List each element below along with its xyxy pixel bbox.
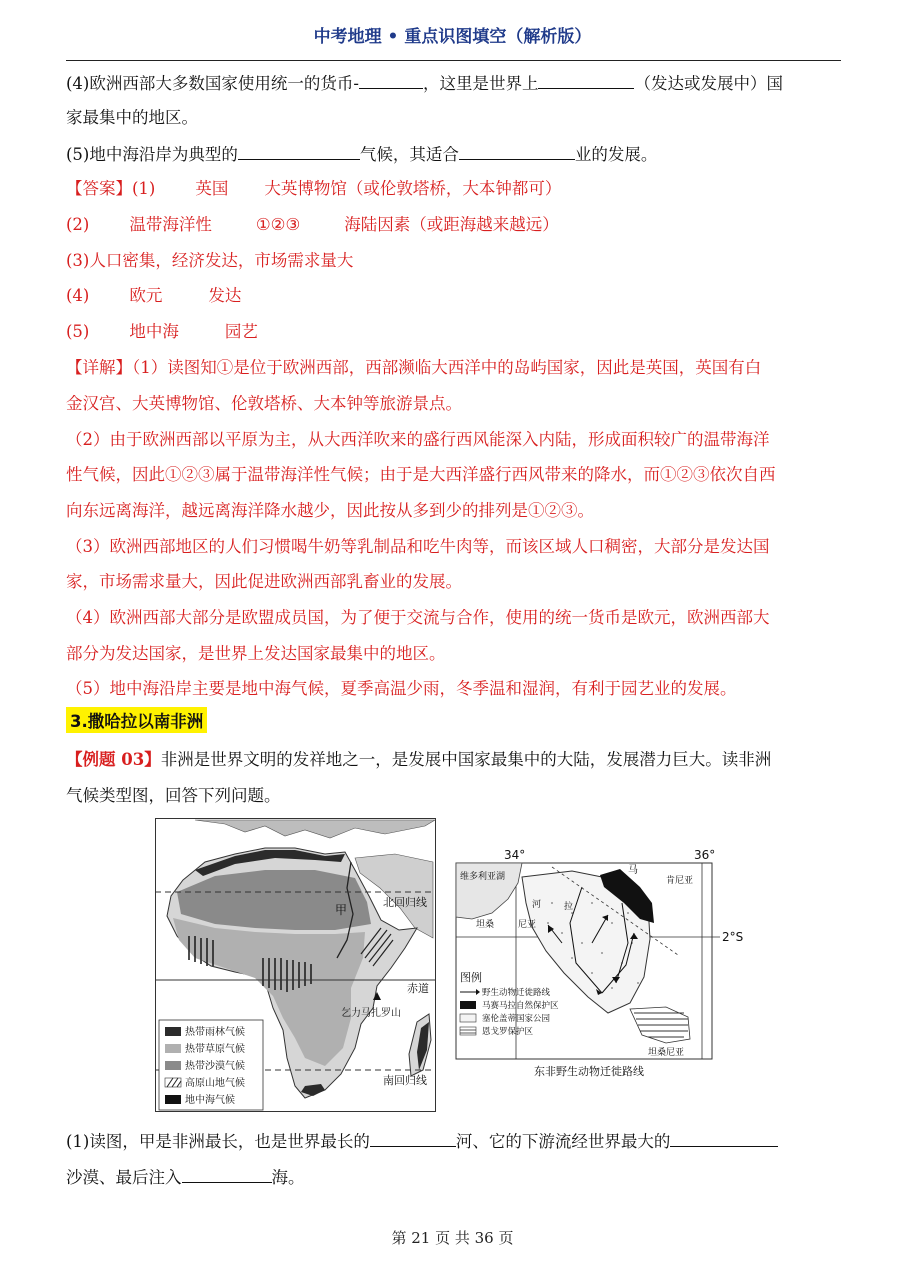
q5-text-c: 业的发展。 [574,145,658,164]
answer-line-4 [66,284,241,308]
header-divider [66,60,841,61]
qa1-text-a: (1)读图，甲是非洲最长，也是世界最长的 [66,1132,370,1151]
answer-5-a: 地中海 [129,322,179,341]
label-equator: 赤道 [407,982,429,995]
legend-label-1: 热带雨林气候 [185,1027,245,1038]
legend-swatch-ngorongoro [460,1027,476,1035]
label-tanzania-1: 坦桑 [476,920,495,930]
question-africa-1-line1 [66,1129,778,1154]
label-lake-victoria: 维多利亚湖 [460,872,506,882]
q5-text-a: (5)地中海沿岸为典型的 [66,145,238,164]
question-5-line [66,142,657,167]
answer-2-b: ①②③ [255,215,301,234]
label-jia: 甲 [335,903,348,917]
legend-label-5: 地中海气候 [185,1095,235,1106]
section-3-title: 3.撒哈拉以南非洲 [66,707,207,733]
answer-4-b: 发达 [208,286,242,305]
label-kilimanjaro: 乞力马扎罗山 [341,1008,401,1019]
explain-p5-l1: （5）地中海沿岸主要是地中海气候，夏季高温少雨，冬季温和湿润，有利于园艺业的发展。 [66,679,737,698]
explain-label: 【详解】 [66,358,132,377]
q4-text-a: (4)欧洲西部大多数国家使用统一的货币- [66,74,359,93]
legend-serengeti: 塞伦盖蒂国家公园 [482,1014,551,1024]
explain-p1-l1 [66,356,761,380]
answer-1-b: 大英博物馆（或伦敦塔桥，大本钟都可） [264,179,562,198]
label-tanzania-2: 尼亚 [518,920,537,930]
qa1-blank-sea[interactable] [182,1165,272,1183]
legend-title: 图例 [460,971,482,984]
example-03-line1 [66,748,771,772]
explain-p1-l2: 金汉宫、大英博物馆、伦敦塔桥、大本钟等旅游景点。 [66,394,462,413]
legend-swatch-rainforest [165,1027,181,1036]
east-africa-migration-map [452,843,744,1083]
label-lon-36: 36° [694,848,716,862]
label-kenya: 肯尼亚 [666,876,694,886]
answer-2-num: (2) [66,215,90,234]
legend-swatch-mediterranean [165,1095,181,1104]
question-africa-1-line2 [66,1165,305,1190]
explain-p4-l1: （4）欧洲西部大部分是欧盟成员国，为了便于交流与合作，使用的统一货币是欧元，欧洲西部大 [66,608,770,627]
label-river-la: 拉 [564,902,574,912]
answer-4-num: (4) [66,286,90,305]
answer-line-1 [66,177,561,201]
explain-p2-l3: 向东远离海洋，越远离海洋降水越少，因此按从多到少的排列是①②③。 [66,501,594,520]
label-tanzania-3: 坦桑尼亚 [648,1048,685,1058]
answer-4-a: 欧元 [129,286,163,305]
qa1-text-c: 沙漠、最后注入 [66,1168,182,1187]
legend-swatch-desert [165,1061,181,1070]
answer-line-3: (3)人口密集，经济发达，市场需求量大 [66,251,354,270]
legend-swatch-serengeti [460,1014,476,1022]
example-label: 【例题 03】 [66,750,161,769]
label-ma: 马 [628,865,638,876]
qa1-text-d: 海。 [271,1168,305,1187]
answer-5-num: (5) [66,322,90,341]
page-footer: 第 21 页 共 36 页 [391,1229,514,1247]
question-4-line2: 家最集中的地区。 [66,108,198,127]
label-tropic-north: 北回归线 [383,896,427,909]
explain-p3-l1: （3）欧洲西部地区的人们习惯喝牛奶等乳制品和吃牛肉等，而该区域人口稠密，大部分是发达国 [66,537,770,556]
label-lat-2s: 2°S [722,930,744,944]
answer-1-num: (1) [132,179,156,198]
answer-2-a: 温带海洋性 [129,215,212,234]
answer-line-2 [66,213,559,237]
qa1-blank-desert[interactable] [670,1129,778,1147]
page-header: 中考地理 • 重点识图填空（解析版） [313,27,592,47]
q5-blank-industry[interactable] [459,142,575,160]
answer-1-a: 英国 [195,179,229,198]
example-text-1: 非洲是世界文明的发祥地之一，是发展中国家最集中的大陆，发展潜力巨大。读非洲 [160,750,772,769]
explain-p1-text: （1）读图知①是位于欧洲西部，西部濒临大西洋中的岛屿国家，因此是英国，英国有白 [132,358,762,377]
q4-text-c: （发达或发展中）国 [634,74,783,93]
legend-ngorongoro: 恩戈罗保护区 [482,1027,534,1037]
legend-label-2: 热带草原气候 [185,1044,245,1055]
answer-5-b: 园艺 [224,322,258,341]
legend-label-3: 热带沙漠气候 [185,1061,245,1072]
explain-p2-l1: （2）由于欧洲西部以平原为主，从大西洋吹来的盛行西风能深入内陆，形成面积较广的温带海洋 [66,430,770,449]
explain-p4-l2: 部分为发达国家，是世界上发达国家最集中的地区。 [66,644,446,663]
legend-swatch-maasai [460,1001,476,1009]
map-caption: 东非野生动物迁徙路线 [534,1065,644,1078]
q4-blank-developed[interactable] [538,71,634,89]
q5-text-b: 气候，其适合 [359,145,459,164]
africa-climate-map [155,818,436,1112]
answer-2-c: 海陆因素（或距海越来越远） [344,215,559,234]
legend-maasai: 马赛马拉自然保护区 [482,1001,559,1011]
q4-blank-currency[interactable] [359,71,423,89]
label-river-he: 河 [532,900,542,910]
legend-label-4: 高原山地气候 [185,1078,245,1089]
qa1-text-b: 河、它的下游流经世界最大的 [455,1132,671,1151]
answer-line-5 [66,320,258,344]
label-lon-34: 34° [504,848,526,862]
qa1-blank-river[interactable] [370,1129,456,1147]
legend-swatch-savanna [165,1044,181,1053]
label-tropic-south: 南回归线 [383,1074,427,1087]
q5-blank-climate[interactable] [238,142,360,160]
question-4-line1 [66,71,783,96]
legend-migration: 野生动物迁徙路线 [482,988,551,998]
explain-p3-l2: 家，市场需求量大，因此促进欧洲西部乳畜业的发展。 [66,572,462,591]
explain-p2-l2: 性气候，因此①②③属于温带海洋性气候；由于是大西洋盛行西风带来的降水，而①②③依次自西 [66,465,776,484]
answer-label: 【答案】 [66,179,132,198]
q4-text-b: ，这里是世界上 [422,74,539,93]
example-03-line2: 气候类型图，回答下列问题。 [66,786,281,805]
